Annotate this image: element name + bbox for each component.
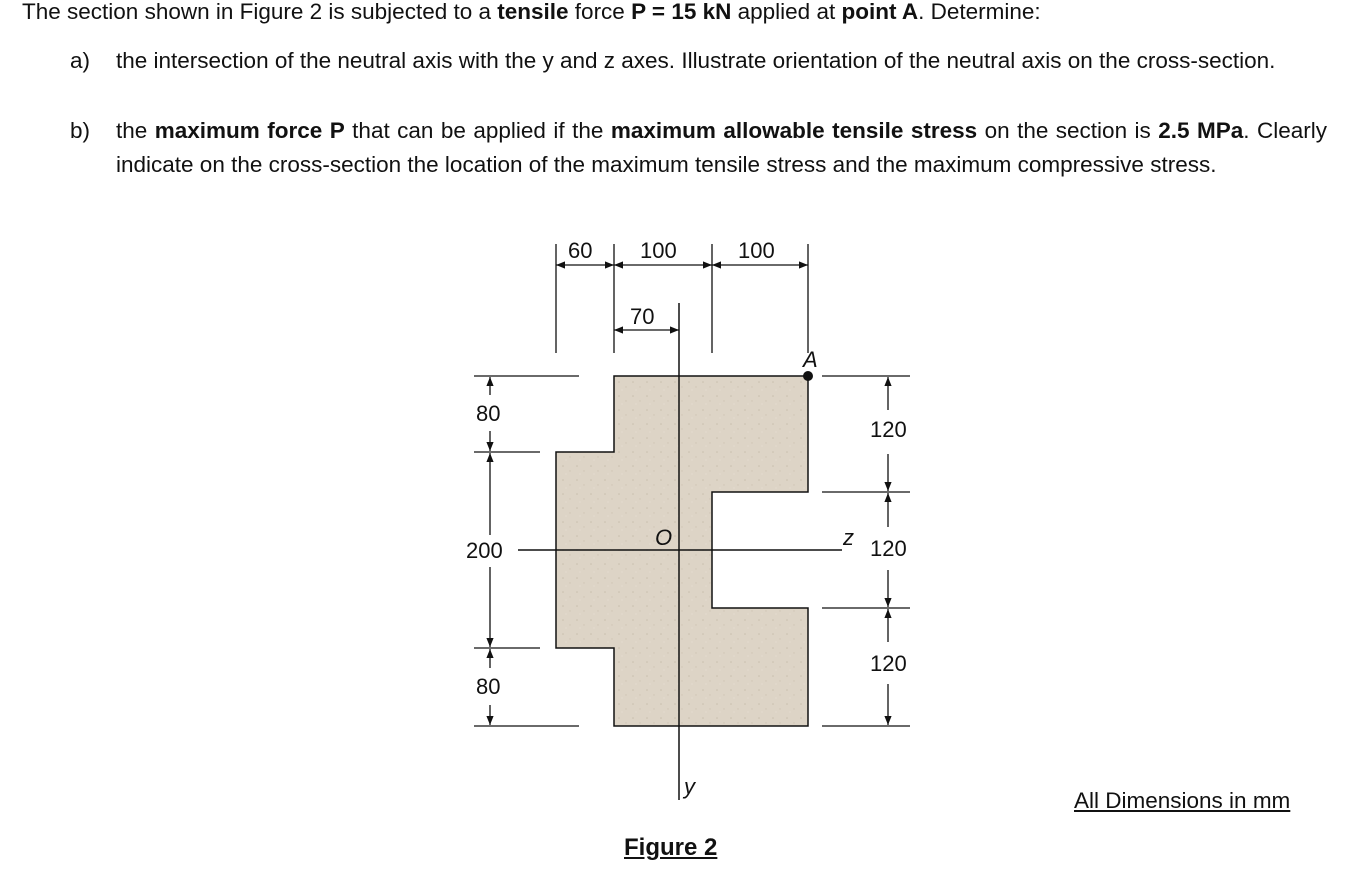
top-dim-60: 60 [568,238,593,263]
right-dim-120-top: 120 [870,417,907,442]
question-b-label: b) [70,118,91,143]
question-a-text: the intersection of the neutral axis with the y and z axes. Illustrate orientation of the neutral axis on the cross-section. [116,48,1276,73]
top-dim-100-b: 100 [738,238,775,263]
question-a-label: a) [70,48,91,73]
right-dim-120-bottom: 120 [870,651,907,676]
left-dim-200: 200 [466,538,503,563]
top-dim-100-a: 100 [640,238,677,263]
left-dim-80-bottom: 80 [476,674,501,699]
y-axis-label: y [684,774,695,799]
top-dimension-arrows [556,265,808,330]
left-dim-80-top: 80 [476,401,501,426]
figure-caption: Figure 2 [624,834,718,861]
point-a-label: A [803,347,818,372]
right-dim-120-mid: 120 [870,536,907,561]
units-note: All Dimensions in mm [1074,788,1291,813]
offset-dim-70: 70 [630,304,655,329]
origin-label: O [655,525,673,550]
question-b-text: the maximum force P that can be applied if the maximum allowable tensile stress on the section is 2.5 MPa. Clearly indicate on the cross-section the location of the maximum tensile stress and the maximum compressive stress. [116,118,1327,177]
cross-section-shape [556,376,808,726]
z-axis-label: z [843,525,854,550]
problem-intro: The section shown in Figure 2 is subjected to a tensile force P = 15 kN applied at point A. Determine: [22,0,1041,24]
point-a-marker [803,371,813,381]
